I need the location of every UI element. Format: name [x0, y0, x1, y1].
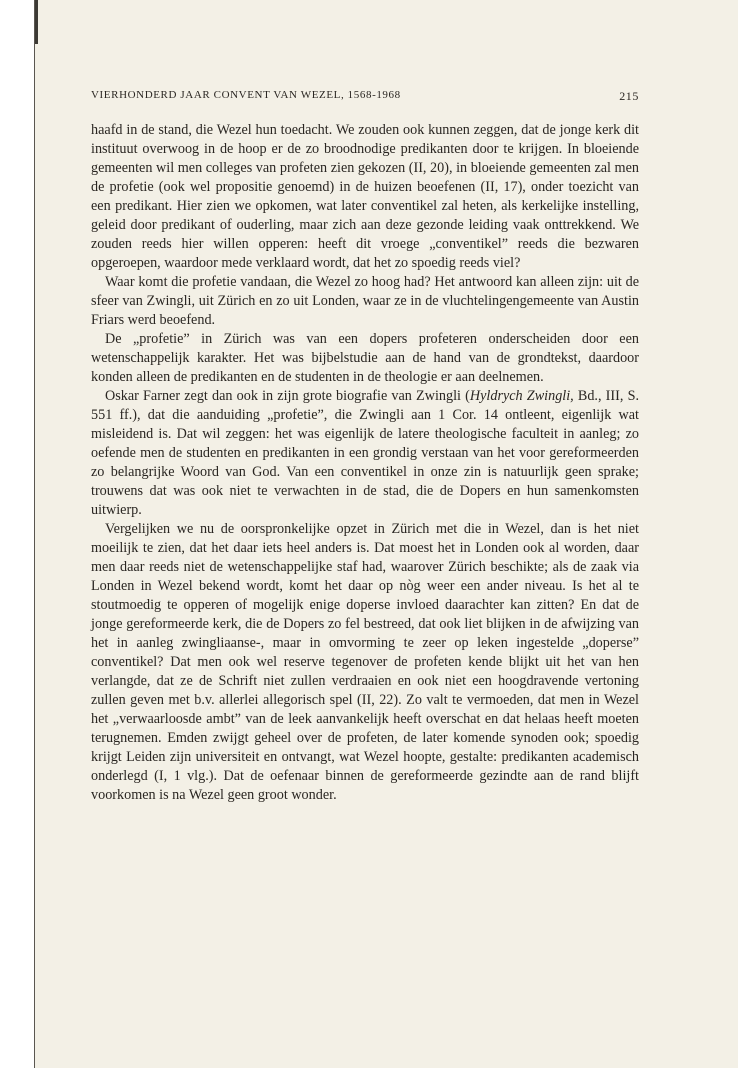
paragraph-text: Oskar Farner zegt dan ook in zijn grote biografie van Zwingli (	[105, 388, 470, 404]
paragraph	[91, 387, 639, 520]
paragraph-text: Vergelijken we nu de oorspronkelijke opzet in Zürich met die in Wezel, dan is het niet moeilijk te zien, dat het daar iets heel anders is. Dat moest het in Londen ook al worden, daar men daar reeds niet de wetenschappelijke staf had, waarover Zürich beschikte; als de zaak via Londen in Wezel bekend wordt, komt het daar op nòg weer een ander niveau. Is het al te stoutmoedig te opperen of mogelijk enige doperse invloed daarachter kan zitten? En dat de jonge gereformeerde kerk, die de Dopers zo fel bestreed, dat ook liet blijken in de afwijzing van het in aanleg zwingliaanse-, maar in omvorming te zeer op leken ingestelde „doperse” conventikel? Dat men ook wel reserve tegenover de profeten kende blijkt uit het van hen verlangde, dat ze de Schrift niet zullen verdraaien en ook niet een hoogdravende vertoning zullen geven met b.v. allerlei allegorisch spel (II, 22). Zo valt te vermoeden, dat men in Wezel het „verwaarloosde ambt” van de leek aanvankelijk heeft overschat en dat helaas heeft moeten terugnemen. Emden zwijgt geheel over de profeten, de later komende synoden ook; spoedig krijgt Leiden zijn universiteit en ontvangt, wat Wezel hoopte, gestalte: predikanten academisch onderlegd (I, 1 vlg.). Dat de oefenaar binnen de gereformeerde gezindte aan de rand blijft voorkomen is na Wezel geen groot wonder.	[91, 521, 639, 803]
paragraph-text: Waar komt die profetie vandaan, die Wezel zo hoog had? Het antwoord kan alleen zijn: uit de sfeer van Zwingli, uit Zürich en zo uit Londen, waar ze in de vluchtelingengemeente van Austin Friars werd beoefend.	[91, 274, 639, 328]
paragraph-text: De „profetie” in Zürich was van een dopers profeteren onderscheiden door een wetenschappelijk karakter. Het was bijbelstudie aan de hand van de grondtekst, daardoor konden alleen de predikanten en de studenten in de theologie er aan deelnemen.	[91, 331, 639, 385]
page-number: 215	[619, 89, 639, 103]
paragraph-text: Bd., III, S. 551 ff.), dat die aanduiding „profetie”, die Zwingli aan 1 Cor. 14 ontleent, eigenlijk wat misleidend is. Dat wil zeggen: het was eigenlijk de latere theologische faculteit in aanleg; zo oefende men de studenten en predikanten in een grondig verstaan van het voor gereformeerden zo belangrijke Woord van God. Van een conventikel in onze zin is natuurlijk geen sprake; trouwens dat was ook niet te verwachten in de stad, die de Dopers en hun samenkomsten uitwierp.	[91, 388, 640, 518]
running-title: VIERHONDERD JAAR CONVENT VAN WEZEL, 1568-1968	[91, 89, 401, 101]
page-header	[91, 89, 639, 107]
paragraph	[91, 330, 639, 387]
book-page	[34, 0, 738, 1068]
paragraph-text: haafd in de stand, die Wezel hun toedacht. We zouden ook kunnen zeggen, dat de jonge kerk dit instituut overwoog in de hoop er de zo broodnodige predikanten door te krijgen. In bloeiende gemeenten wil men colleges van profeten zien gekozen (II, 20), in bloeiende gemeenten zal men de profetie (ook wel propositie genoemd) in de huizen beoefenen (II, 17), onder toezicht van een predikant. Hier zien we opkomen, wat later conventikel zal heten, als kerkelijke instelling, geleid door predikant of ouderling, maar zich aan deze gezonde leiding vaak onttrekkend. We zouden reeds hier willen opperen: heeft dit vroege „conventikel” reeds die bezwaren opgeroepen, waardoor mede verklaard wordt, dat het zo spoedig reeds viel?	[91, 122, 639, 271]
paragraph	[91, 520, 639, 805]
book-title-italic: Hyldrych Zwingli,	[469, 388, 574, 404]
body-text	[91, 121, 639, 805]
paragraph	[91, 273, 639, 330]
paragraph	[91, 121, 639, 273]
